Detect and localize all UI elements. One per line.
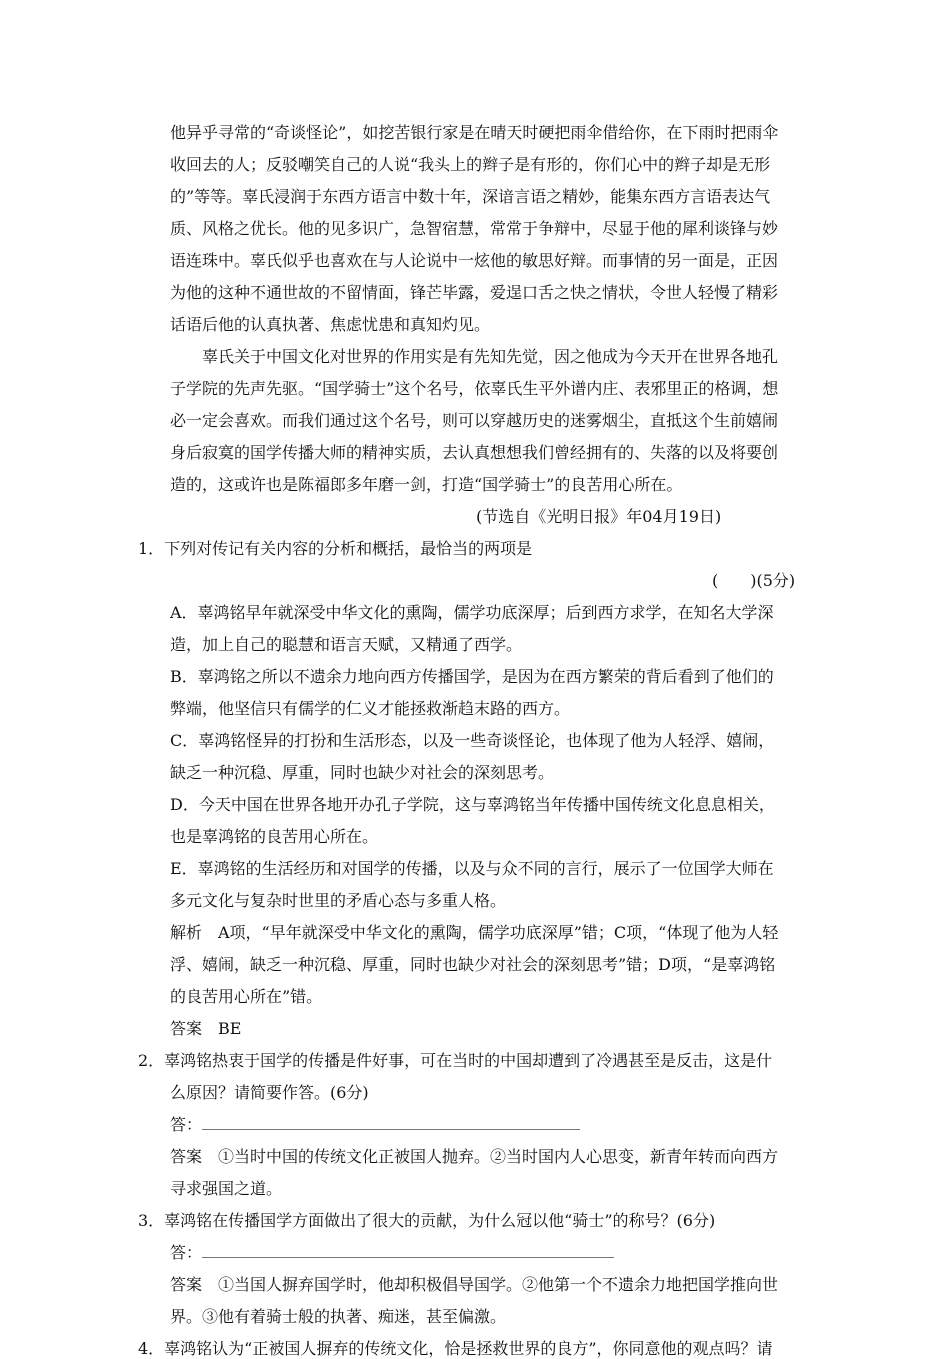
q1-option-line: 缺乏一种沉稳、厚重，同时也缺少对社会的深刻思考。	[170, 763, 555, 782]
q1-option-line: D．今天中国在世界各地开办孔子学院，这与辜鸿铭当年传播中国传统文化息息相关，	[170, 795, 775, 814]
article-source: (节选自《光明日报》年04月19日)	[476, 507, 722, 526]
q2-answer-line: 答案 ①当时中国的传统文化正被国人抛弃。②当时国内人心思变，新青年转而向西方	[170, 1147, 779, 1166]
q3-answer-field[interactable]	[170, 1243, 614, 1263]
q1-analysis-line: 解析 A项，“早年就深受中华文化的熏陶，儒学功底深厚”错；C项，“体现了他为人轻	[170, 923, 779, 942]
q2-answer-blank[interactable]	[202, 1115, 580, 1130]
article-p2-line: 造的，这或许也是陈福郎多年磨一剑，打造“国学骑士”的良苦用心所在。	[170, 475, 683, 494]
q1-analysis-line: 的良苦用心所在”错。	[170, 987, 323, 1006]
q1-option-line: 造，加上自己的聪慧和语言天赋，又精通了西学。	[170, 635, 523, 654]
q1-option-line: 也是辜鸿铭的良苦用心所在。	[170, 827, 379, 846]
article-p1-line: 质、风格之优长。他的见多识广，急智宿慧，常常于争辩中，尽显于他的犀利谈锋与妙	[170, 219, 779, 238]
q3-answer-line: 界。③他有着骑士般的执著、痴迷，甚至偏激。	[170, 1307, 507, 1326]
q3-answer-blank[interactable]	[202, 1243, 614, 1258]
article-p2-line: 辜氏关于中国文化对世界的作用实是有先知先觉，因之他成为今天开在世界各地孔	[202, 347, 779, 366]
article-p2-line: 必一定会喜欢。而我们通过这个名号，则可以穿越历史的迷雾烟尘，直抵这个生前嬉闹	[170, 411, 779, 430]
q2-stem-line: 么原因？请简要作答。(6分)	[170, 1083, 369, 1102]
article-p2-line: 子学院的先声先驱。“国学骑士”这个名号，依辜氏生平外谱内庄、表邪里正的格调，想	[170, 379, 779, 398]
article-p1-line: 语连珠中。辜氏似乎也喜欢在与人论说中一炫他的敏思好辩。而事情的另一面是，正因	[170, 251, 779, 270]
q1-analysis-line: 浮、嬉闹，缺乏一种沉稳、厚重，同时也缺少对社会的深刻思考”错；D项，“是辜鸿铭	[170, 955, 776, 974]
article-p1-line: 的”等等。辜氏浸润于东西方语言中数十年，深谙言语之精妙，能集东西方言语表达气	[170, 187, 771, 206]
q1-option-line: B．辜鸿铭之所以不遗余力地向西方传播国学，是因为在西方繁荣的背后看到了他们的	[170, 667, 774, 686]
article-p1-line: 话语后他的认真执著、焦虑忧患和真知灼见。	[170, 315, 491, 334]
q1-option-line: 多元文化与复杂时世里的矛盾心态与多重人格。	[170, 891, 507, 910]
q4-stem: 4．辜鸿铭认为“正被国人摒弃的传统文化，恰是拯救世界的良方”，你同意他的观点吗？请	[138, 1339, 773, 1358]
q2-answer-line: 寻求强国之道。	[170, 1179, 283, 1198]
q1-option-line: 弊端，他坚信只有儒学的仁义才能拯救渐趋末路的西方。	[170, 699, 571, 718]
q2-answer-label: 答：	[170, 1115, 203, 1134]
q1-answer: 答案 BE	[170, 1019, 242, 1038]
article-p1-line: 他异乎寻常的“奇谈怪论”，如挖苦银行家是在晴天时硬把雨伞借给你，在下雨时把雨伞	[170, 123, 779, 142]
article-p2-line: 身后寂寞的国学传播大师的精神实质，去认真想想我们曾经拥有的、失落的以及将要创	[170, 443, 779, 462]
q3-answer-line: 答案 ①当国人摒弃国学时，他却积极倡导国学。②他第一个不遗余力地把国学推向世	[170, 1275, 779, 1294]
q1-stem: 1．下列对传记有关内容的分析和概括，最恰当的两项是	[138, 539, 533, 558]
q2-answer-field[interactable]	[170, 1115, 580, 1135]
q1-score: ( )(5分)	[712, 571, 796, 590]
q1-option-line: A．辜鸿铭早年就深受中华文化的熏陶，儒学功底深厚；后到西方求学，在知名大学深	[170, 603, 774, 622]
q3-stem: 3．辜鸿铭在传播国学方面做出了很大的贡献，为什么冠以他“骑士”的称号？(6分)	[138, 1211, 716, 1230]
q1-option-line: E．辜鸿铭的生活经历和对国学的传播，以及与众不同的言行，展示了一位国学大师在	[170, 859, 774, 878]
q1-option-line: C．辜鸿铭怪异的打扮和生活形态，以及一些奇谈怪论，也体现了他为人轻浮、嬉闹，	[170, 731, 775, 750]
q3-answer-label: 答：	[170, 1243, 203, 1262]
article-p1-line: 为他的这种不通世故的不留情面，锋芒毕露，爱逞口舌之快之情状，令世人轻慢了精彩	[170, 283, 779, 302]
q2-stem-line: 2．辜鸿铭热衷于国学的传播是件好事，可在当时的中国却遭到了冷遇甚至是反击，这是什	[138, 1051, 773, 1070]
article-p1-line: 收回去的人；反驳嘲笑自己的人说“我头上的辫子是有形的，你们心中的辫子却是无形	[170, 155, 771, 174]
